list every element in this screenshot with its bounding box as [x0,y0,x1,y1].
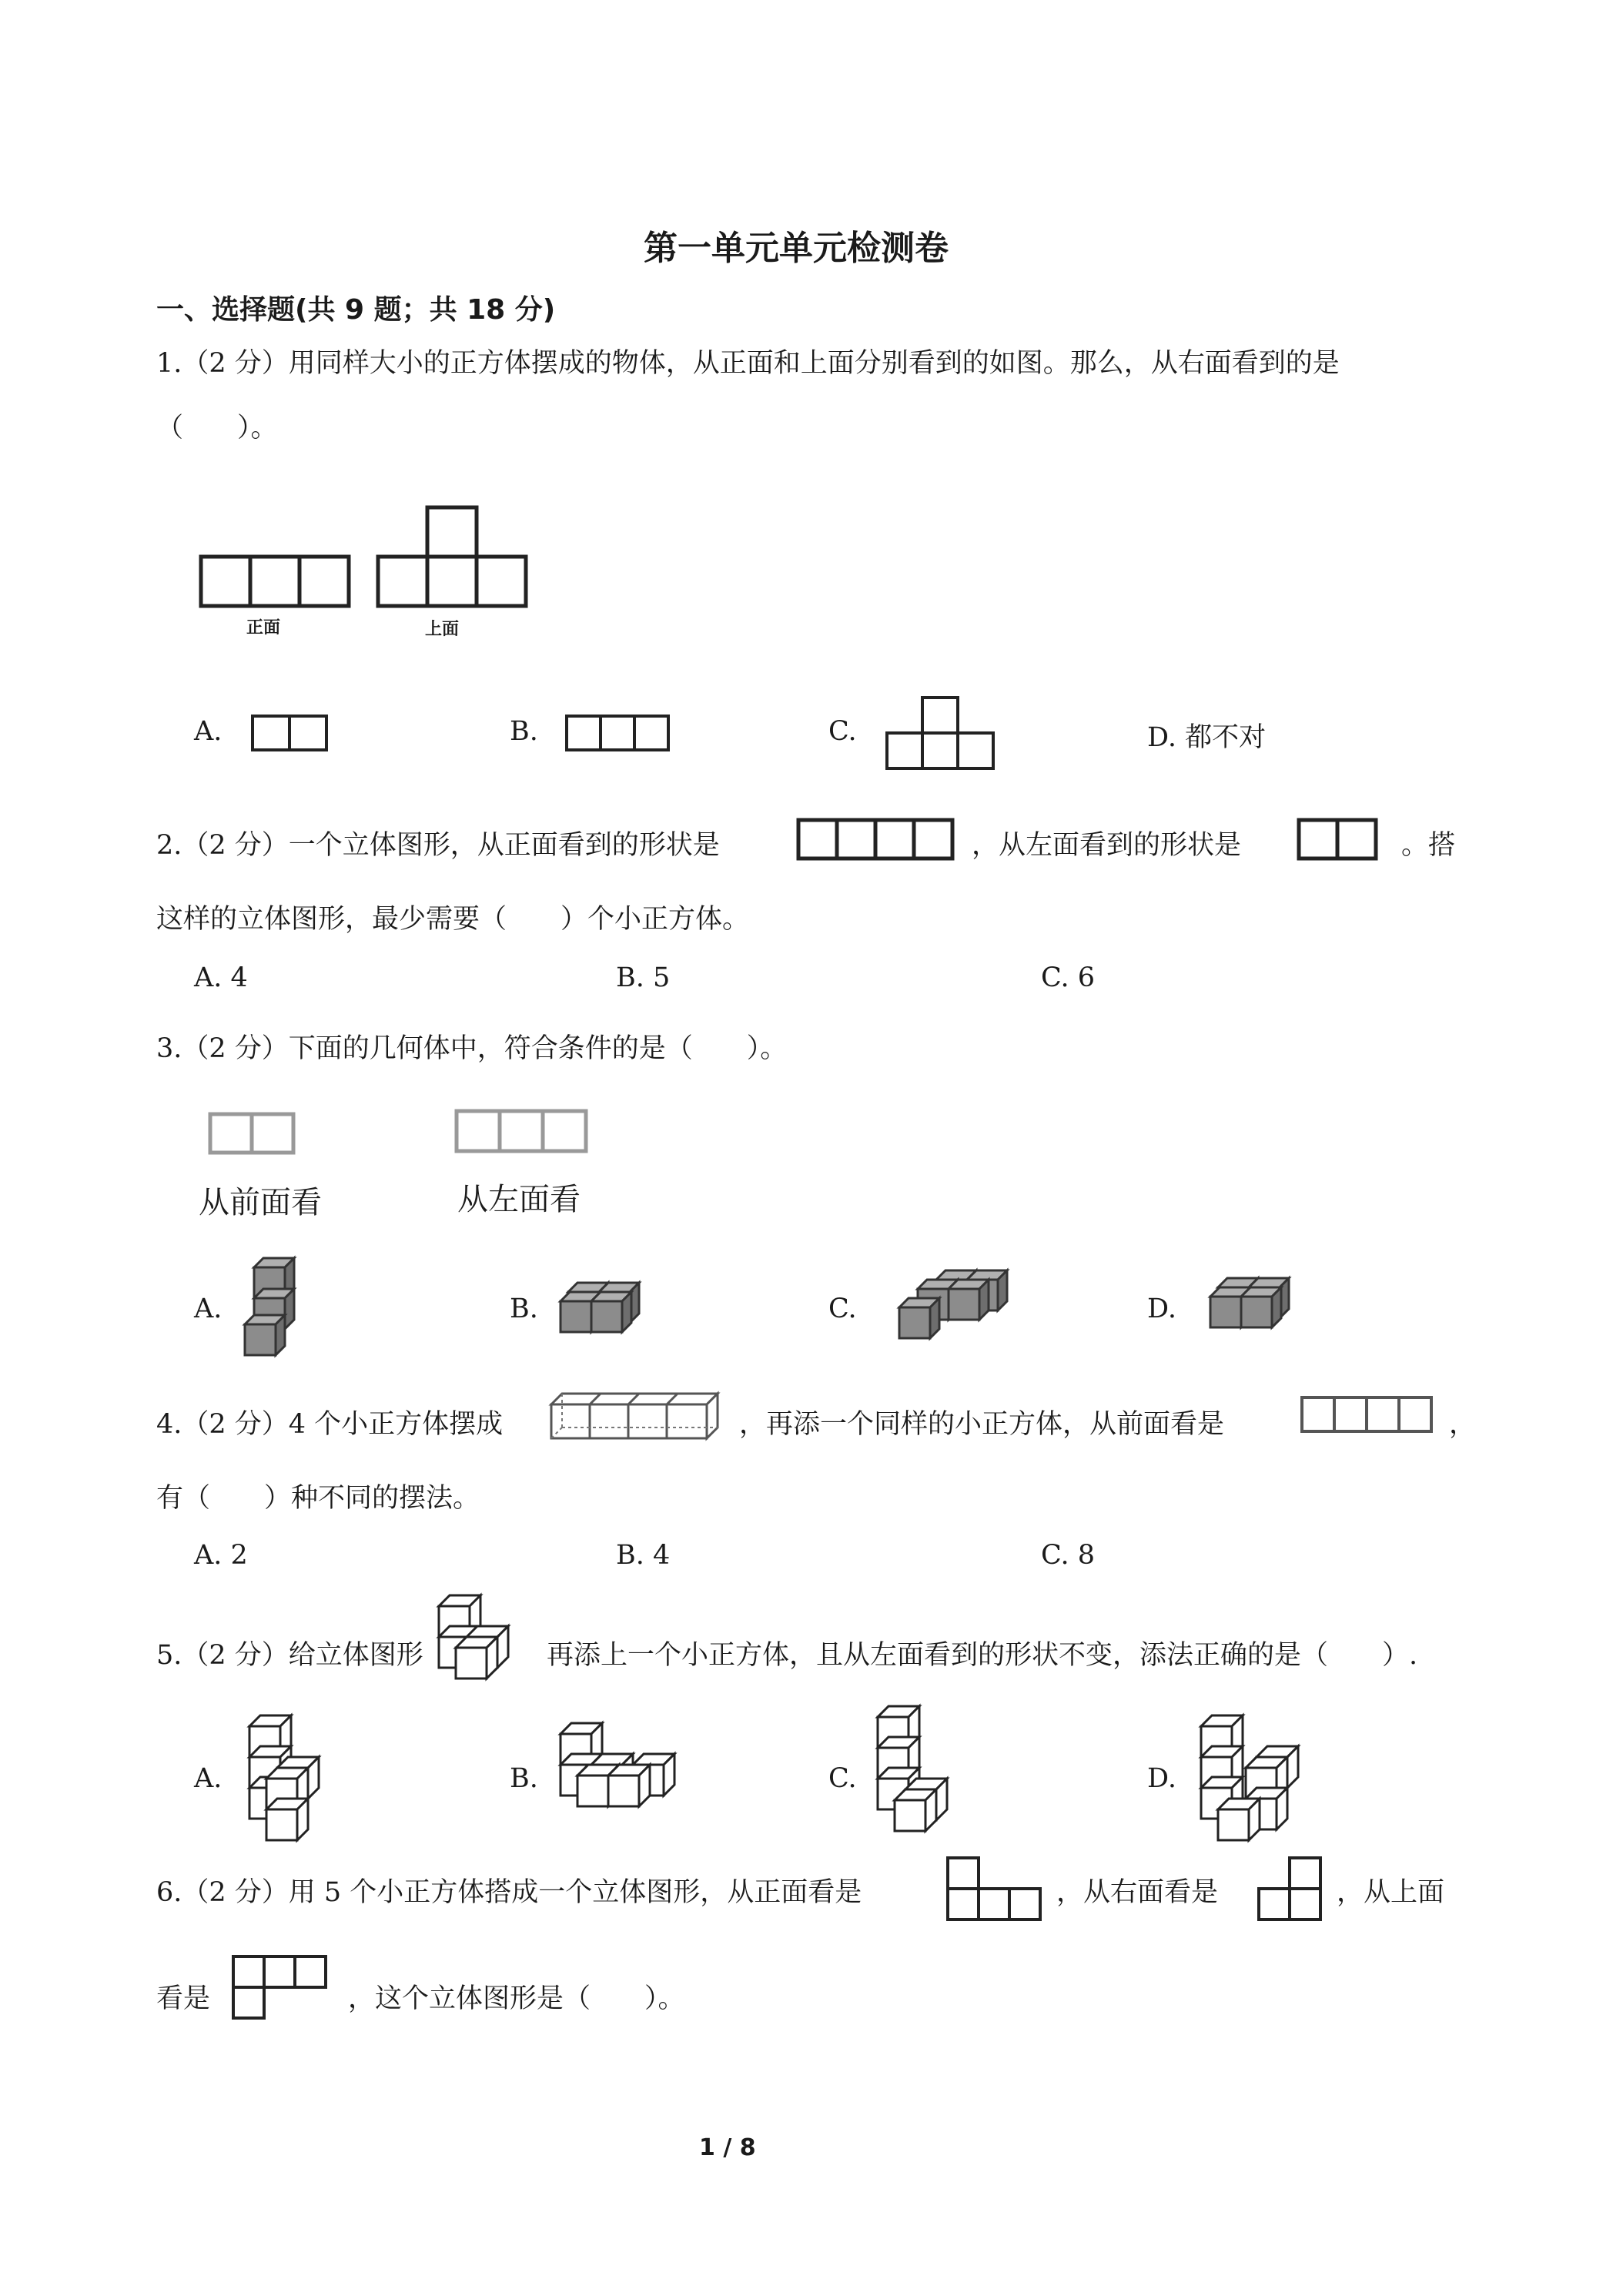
q4-option-b[interactable]: B. 4 [616,1540,671,1571]
q4-option-a[interactable]: A. 2 [194,1540,248,1571]
question-5-stem-part1: 5.（2 分）给立体图形 [156,1640,423,1671]
question-4-stem-part2: ，再添一个同样的小正方体，从前面看是 [739,1409,1225,1440]
q1-option-a-figure[interactable] [251,715,331,753]
question-2-stem-part1: 2.（2 分）一个立体图形，从正面看到的形状是 [156,830,720,861]
q3-option-b-label[interactable]: B. [510,1294,538,1324]
question-6-stem-part1: 6.（2 分）用 5 个小正方体搭成一个立体图形，从正面看是 [156,1877,862,1908]
q1-label-top: 上面 [425,620,460,639]
q5-option-d-figure[interactable] [1198,1714,1337,1845]
question-1-stem-cont: （ ）。 [156,413,278,443]
q3-label-left: 从左面看 [457,1182,581,1217]
q3-label-front: 从前面看 [199,1185,322,1220]
q1-option-a-label[interactable]: A. [194,716,223,747]
question-5-stem-part2: 再添上一个小正方体，且从左面看到的形状不变，添法正确的是（ ）. [547,1640,1418,1671]
question-6-stem-cont2: ，这个立体图形是（ ）。 [348,1983,685,2014]
q1-option-c-label[interactable]: C. [828,716,857,747]
q5-option-c-figure[interactable] [875,1705,982,1851]
q4-front-view-figure [1300,1395,1434,1437]
question-1-stem: 1.（2 分）用同样大小的正方体摆成的物体，从正面和上面分别看到的如图。那么，从右面看到的是 [156,348,1340,379]
q6-front-view-figure [945,1856,1046,1925]
question-3-stem: 3.（2 分）下面的几何体中，符合条件的是（ ）。 [156,1033,788,1064]
q3-option-c-label[interactable]: C. [828,1294,857,1324]
question-2-stem-part2: ，从左面看到的形状是 [972,830,1242,861]
q3-front-view-figure [208,1112,300,1158]
page-title: 第一单元单元检测卷 [644,229,949,268]
q4-cube-row-figure [548,1391,725,1444]
question-6-stem-part3: ，从上面 [1337,1877,1445,1908]
q3-option-a-figure[interactable] [251,1258,328,1366]
q1-option-c-figure[interactable] [885,696,996,773]
q3-option-d-figure[interactable] [1209,1278,1324,1347]
q5-option-c-label[interactable]: C. [828,1763,857,1794]
q1-option-d[interactable]: D. 都不对 [1147,722,1267,753]
q2-option-a[interactable]: A. 4 [194,962,248,993]
q5-base-figure [436,1594,544,1709]
q2-front-view-figure [796,818,958,864]
question-2-stem-part3: 。搭 [1401,830,1456,861]
q1-option-b-label[interactable]: B. [510,716,538,747]
q4-option-c[interactable]: C. 8 [1041,1540,1096,1571]
q2-left-view-figure [1297,818,1383,864]
page-number: 1 / 8 [699,2134,756,2161]
q3-option-b-figure[interactable] [567,1278,682,1347]
q2-option-c[interactable]: C. 6 [1041,962,1096,993]
q5-option-a-figure[interactable] [246,1714,354,1845]
q1-label-front: 正面 [246,618,281,638]
question-6-stem-part2: ，从右面看是 [1056,1877,1219,1908]
question-4-stem-part1: 4.（2 分）4 个小正方体摆成 [156,1409,504,1440]
q5-option-b-label[interactable]: B. [510,1763,538,1794]
q5-option-a-label[interactable]: A. [194,1763,223,1794]
question-4-stem-part3: ， [1449,1409,1477,1440]
question-2-stem-cont: 这样的立体图形，最少需要（ ）个小正方体。 [156,904,750,935]
section-heading: 一、选择题(共 9 题；共 18 分) [156,294,556,326]
q5-option-b-figure[interactable] [557,1722,711,1829]
q1-option-b-figure[interactable] [565,715,673,753]
q5-option-d-label[interactable]: D. [1147,1763,1176,1794]
q6-top-view-figure [231,1954,331,2023]
q3-left-view-figure [454,1109,593,1155]
question-4-stem-cont: 有（ ）种不同的摆法。 [156,1483,480,1514]
q3-option-c-figure[interactable] [892,1267,1030,1352]
q2-option-b[interactable]: B. 5 [616,962,671,993]
question-6-stem-cont1: 看是 [156,1983,211,2014]
q3-option-d-label[interactable]: D. [1147,1294,1176,1324]
q3-option-a-label[interactable]: A. [194,1294,223,1324]
q6-right-view-figure [1257,1856,1326,1925]
